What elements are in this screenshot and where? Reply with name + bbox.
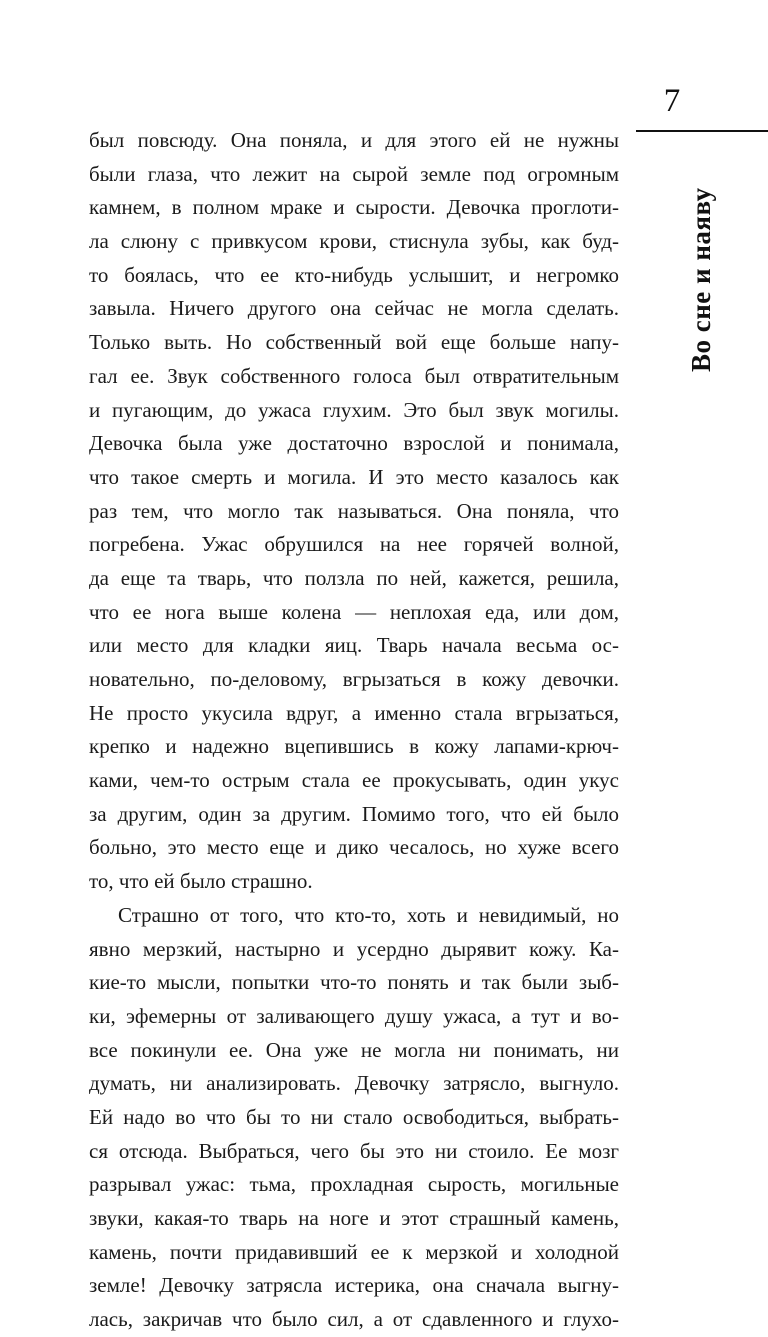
text-line: явно мерзкий, настырно и усердно дырявит кожу. Ка- xyxy=(89,936,619,961)
text-line: ла слюну с привкусом крови, стиснула зубы, как буд- xyxy=(89,229,619,254)
text-line: что ее нога выше колена — неплохая еда, или дом, xyxy=(89,599,619,624)
text-line: Только выть. Но собственный вой еще больше напу- xyxy=(89,330,619,355)
text-line: камнем, в полном мраке и сырости. Девочка проглоти- xyxy=(89,195,619,220)
text-line: крепко и надежно вцепившись в кожу лапами-крюч- xyxy=(89,734,619,759)
text-line: погребена. Ужас обрушился на нее горячей волной, xyxy=(89,532,619,557)
text-line: Девочка была уже достаточно взрослой и понимала, xyxy=(89,431,619,456)
text-line: камень, почти придавивший ее к мерзкой и холодной xyxy=(89,1239,619,1264)
text-line: то, что ей было страшно. xyxy=(89,869,313,894)
text-line: раз тем, что могло так называться. Она поняла, что xyxy=(89,498,619,523)
text-line: ки, эфемерны от заливающего душу ужаса, а тут и во- xyxy=(89,1003,619,1028)
text-line: звуки, какая-то тварь на ноге и этот страшный камень, xyxy=(89,1206,619,1230)
text-line: ся отсюда. Выбраться, чего бы это ни стоило. Ее мозг xyxy=(89,1138,619,1163)
text-line: лась, закричав что было сил, а от сдавленного и глухо- xyxy=(89,1307,619,1332)
text-line: что такое смерть и могила. И это место казалось как xyxy=(89,464,619,489)
text-line: земле! Девочку затрясла истерика, она сначала выгну- xyxy=(89,1273,619,1298)
text-line: ками, чем-то острым стала ее прокусывать, один укус xyxy=(89,768,619,793)
text-line: и пугающим, до ужаса глухим. Это был звук могилы. xyxy=(89,397,619,422)
text-line: да еще та тварь, что ползла по ней, кажется, решила, xyxy=(89,565,619,590)
page-number: 7 xyxy=(663,83,681,119)
text-line: завыла. Ничего другого она сейчас не могла сделать. xyxy=(89,296,619,321)
text-line: гал ее. Звук собственного голоса был отвратительным xyxy=(89,363,619,388)
text-line: Ей надо во что бы то ни стало освободиться, выбрать- xyxy=(89,1104,619,1129)
text-line: за другим, один за другим. Помимо того, что ей было xyxy=(89,801,619,826)
text-line: кие-то мысли, попытки что-то понять и так были зыб- xyxy=(89,970,619,995)
text-line: разрывал ужас: тьма, прохладная сырость, могильные xyxy=(89,1172,619,1197)
text-line: все покинули ее. Она уже не могла ни понимать, ни xyxy=(89,1037,619,1062)
text-line: больно, это место еще и дико чесалось, но хуже всего xyxy=(89,835,619,860)
text-line: были глаза, что лежит на сырой земле под огромным xyxy=(89,161,619,186)
text-line: то боялась, что ее кто-нибудь услышит, и негромко xyxy=(89,262,619,287)
body-text xyxy=(89,124,619,1337)
text-line: Не просто укусила вдруг, а именно стала вгрызаться, xyxy=(89,700,619,725)
text-line: новательно, по-деловому, вгрызаться в кожу девочки. xyxy=(89,667,619,691)
running-head: Во сне и наяву xyxy=(686,187,716,372)
text-line: думать, ни анализировать. Девочку затрясло, выгнуло. xyxy=(89,1071,619,1096)
text-line: или место для кладки яиц. Тварь начала весьма ос- xyxy=(89,633,619,658)
header-rule xyxy=(636,130,768,132)
text-line: был повсюду. Она поняла, и для этого ей не нужны xyxy=(89,128,619,152)
text-line: Страшно от того, что кто-то, хоть и невидимый, но xyxy=(118,902,619,927)
